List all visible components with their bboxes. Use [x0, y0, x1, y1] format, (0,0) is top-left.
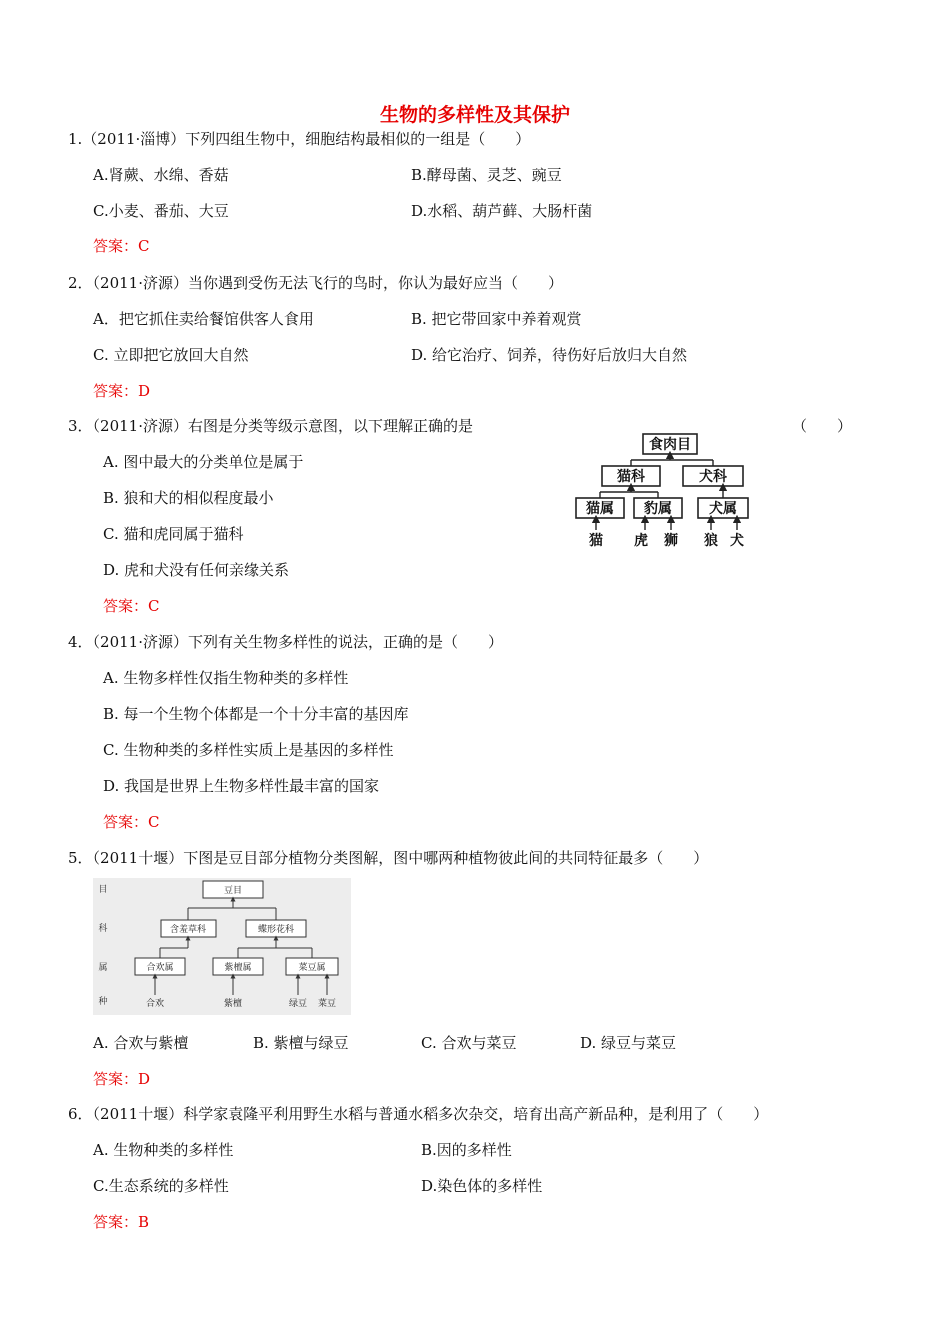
q1-stem: 1.（2011·淄博）下列四组生物中，细胞结构最相似的一组是（ ） [68, 130, 531, 148]
q5-order: 豆目 [223, 886, 243, 896]
q3-genus-3: 犬属 [709, 501, 737, 517]
q1-option-c: C.小麦、番茄、大豆 [93, 202, 229, 220]
page-title: 生物的多样性及其保护 [379, 104, 570, 126]
q5-species-1: 合欢 [145, 999, 165, 1009]
q4-answer: 答案：C [103, 813, 160, 831]
q3-species-3: 狮 [664, 533, 678, 549]
q3-option-b: B. 狼和犬的相似程度最小 [103, 489, 274, 507]
q5-level-2: 科 [98, 924, 108, 934]
q6-option-a: A. 生物种类的多样性 [93, 1141, 234, 1159]
q5-species-3: 绿豆 [288, 999, 308, 1009]
q2-stem: 2．（2011·济源）当你遇到受伤无法飞行的鸟时，你认为最好应当（ ） [68, 274, 563, 292]
q3-order: 食肉目 [649, 437, 691, 453]
q3-species-4: 狼 [704, 533, 718, 549]
q5-genus-1: 合欢属 [146, 963, 174, 973]
q3-option-c: C. 猫和虎同属于猫科 [103, 525, 244, 543]
q5-species-2: 紫檀 [223, 999, 243, 1009]
q5-species-4: 菜豆 [317, 999, 337, 1009]
q3-option-d: D. 虎和犬没有任何亲缘关系 [103, 561, 290, 579]
q4-option-b: B. 每一个生物个体都是一个十分丰富的基因库 [103, 705, 409, 723]
q2-option-a: A．把它抓住卖给餐馆供客人食用 [93, 310, 314, 328]
q4-option-d: D. 我国是世界上生物多样性最丰富的国家 [103, 777, 380, 795]
q4-option-c: C. 生物种类的多样性实质上是基因的多样性 [103, 741, 394, 759]
q5-stem: 5．（2011十堰）下图是豆目部分植物分类图解，图中哪两种植物彼此间的共同特征最多（ ） [68, 849, 709, 867]
q2-option-d: D. 给它治疗、饲养，待伤好后放归大自然 [411, 346, 688, 364]
q6-option-b: B.因的多样性 [421, 1141, 512, 1159]
q5-option-c: C. 合欢与菜豆 [421, 1034, 517, 1052]
q5-option-a: A. 合欢与紫檀 [93, 1034, 189, 1052]
q1-option-d: D.水稻、葫芦藓、大肠杆菌 [411, 202, 593, 220]
q3-species-5: 犬 [730, 533, 744, 549]
q3-option-a: A. 图中最大的分类单位是属于 [103, 453, 304, 471]
q5-genus-2: 紫檀属 [224, 963, 252, 973]
q1-option-b: B.酵母菌、灵芝、豌豆 [411, 166, 562, 184]
q5-level-3: 属 [98, 963, 108, 973]
q4-option-a: A. 生物多样性仅指生物种类的多样性 [103, 669, 349, 687]
q3-family-2: 犬科 [699, 469, 727, 485]
q2-answer: 答案：D [93, 382, 151, 400]
q5-level-1: 目 [98, 885, 108, 895]
q3-species-1: 猫 [589, 533, 603, 549]
q3-genus-2: 豹属 [644, 501, 672, 517]
q5-genus-3: 菜豆属 [298, 963, 326, 973]
q5-family-1: 含羞草科 [169, 925, 207, 935]
q1-option-a: A.肾蕨、水绵、香菇 [93, 166, 229, 184]
q6-answer: 答案：B [93, 1213, 150, 1231]
q6-option-c: C.生态系统的多样性 [93, 1177, 229, 1195]
q5-family-2: 蝶形花科 [257, 925, 295, 935]
q3-species-2: 虎 [634, 533, 648, 549]
q3-genus-1: 猫属 [586, 501, 614, 517]
q3-stem: 3．（2011·济源）右图是分类等级示意图，以下理解正确的是 [68, 417, 473, 435]
q5-option-b: B. 紫檀与绿豆 [253, 1034, 349, 1052]
q5-classification-diagram [93, 878, 351, 1015]
q6-stem: 6．（2011十堰）科学家袁隆平利用野生水稻与普通水稻多次杂交，培育出高产新品种，是利用了（ ） [68, 1105, 769, 1123]
q4-stem: 4．（2011·济源）下列有关生物多样性的说法，正确的是（ ） [68, 633, 503, 651]
q3-answer: 答案：C [103, 597, 160, 615]
q3-paren: （ ） [792, 417, 853, 435]
q3-classification-diagram [570, 430, 760, 550]
q2-option-c: C. 立即把它放回大自然 [93, 346, 249, 364]
q1-answer: 答案：C [93, 237, 150, 255]
q6-option-d: D.染色体的多样性 [421, 1177, 543, 1195]
q5-answer: 答案：D [93, 1070, 151, 1088]
q2-option-b: B. 把它带回家中养着观赏 [411, 310, 582, 328]
q5-level-4: 种 [98, 997, 108, 1007]
q3-family-1: 猫科 [617, 469, 645, 485]
q5-option-d: D. 绿豆与菜豆 [580, 1034, 677, 1052]
